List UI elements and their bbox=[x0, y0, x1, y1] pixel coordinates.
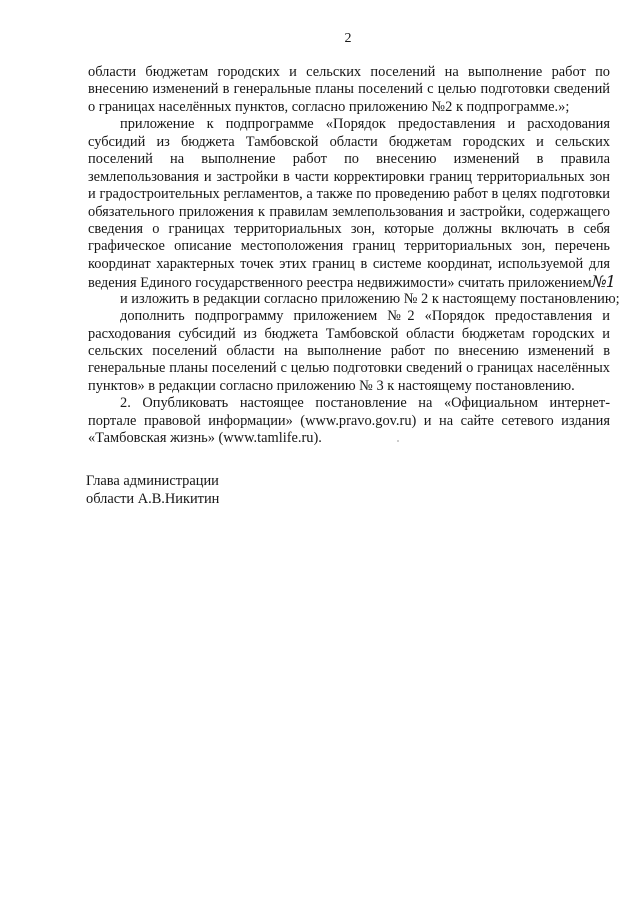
text-line-content: дополнить подпрограмму приложением №2 «Порядок предоставления и bbox=[120, 308, 610, 325]
text-line bbox=[88, 151, 610, 168]
text-line bbox=[88, 99, 610, 116]
text-line bbox=[88, 238, 610, 255]
text-line-content: субсидий из бюджета Тамбовской области бюджетам городских и сельских bbox=[88, 133, 610, 150]
signatory-name: области А.В.Никитин bbox=[86, 490, 220, 507]
text-line bbox=[88, 343, 610, 360]
text-line-content: расходования субсидий из бюджета Тамбовской области бюджетам городских и bbox=[88, 325, 610, 342]
text-line-content: поселений на выполнение работ по внесению изменений в правила bbox=[88, 151, 610, 168]
text-line bbox=[88, 81, 610, 98]
text-line bbox=[88, 395, 610, 412]
text-line-content: 2. Опубликовать настоящее постановление на «Официальном интернет- bbox=[120, 395, 610, 412]
text-line bbox=[88, 430, 610, 447]
text-line-content: портале правовой информации» (www.pravo.gov.ru) и на сайте сетевого издания bbox=[88, 412, 610, 429]
text-line-content: генеральные планы поселений с целью подготовки сведений о границах населённых bbox=[88, 360, 610, 377]
text-line-content: землепользования и застройки в части корректировки границ территориальных зон bbox=[88, 168, 610, 185]
text-line-content: графическое описание местоположения границ территориальных зон, перечень bbox=[88, 238, 610, 255]
page-number: 2 bbox=[344, 31, 352, 46]
text-line bbox=[88, 221, 610, 238]
text-line bbox=[88, 413, 610, 430]
text-line bbox=[88, 186, 610, 203]
text-line-content: ведения Единого государственного реестра недвижимости» считать приложением bbox=[88, 275, 592, 292]
text-line bbox=[88, 378, 610, 395]
scan-speck bbox=[397, 440, 399, 442]
text-line bbox=[88, 272, 615, 292]
text-line-content: внесению изменений в генеральные планы поселений с целью подготовки сведений bbox=[88, 81, 610, 98]
text-line-content: «Тамбовская жизнь» (www.tamlife.ru). bbox=[88, 430, 322, 447]
text-line bbox=[88, 308, 610, 325]
text-line bbox=[88, 290, 620, 308]
text-line-content: сведения о границах территориальных зон, которые должны включать в себя bbox=[88, 220, 610, 237]
text-line-content: обязательного приложения к правилам землепользования и застройки, содержащего bbox=[88, 203, 610, 220]
text-line-content: пунктов» в редакции согласно приложению № 3 к настоящему постановлению. bbox=[88, 377, 575, 394]
signature-block bbox=[86, 473, 219, 508]
text-line bbox=[88, 116, 610, 133]
text-line-content: о границах населённых пунктов, согласно приложению №2 к подпрограмме.»; bbox=[88, 98, 570, 115]
handwritten-annotation: №1 bbox=[591, 272, 615, 292]
text-line bbox=[88, 326, 610, 343]
text-line-content: приложение к подпрограмме «Порядок предоставления и расходования bbox=[120, 116, 610, 133]
text-line bbox=[88, 360, 610, 377]
text-line-content: координат характерных точек этих границ в системе координат, используемой для bbox=[88, 255, 610, 272]
text-line-content: сельских поселений области на выполнение работ по внесению изменений в bbox=[88, 343, 610, 359]
text-line bbox=[88, 64, 610, 81]
text-line bbox=[88, 169, 610, 186]
signatory-position: Глава администрации bbox=[86, 473, 219, 489]
text-line-content: и градостроительных регламентов, а также по проведению работ в целях подготовки bbox=[88, 186, 610, 203]
text-line-content: области бюджетам городских и сельских поселений на выполнение работ по bbox=[88, 64, 610, 80]
document-body bbox=[88, 64, 620, 448]
text-line bbox=[88, 134, 610, 151]
text-line bbox=[88, 256, 610, 273]
text-line-content: и изложить в редакции согласно приложению № 2 к настоящему постановлению; bbox=[120, 290, 620, 307]
text-line bbox=[88, 204, 610, 221]
